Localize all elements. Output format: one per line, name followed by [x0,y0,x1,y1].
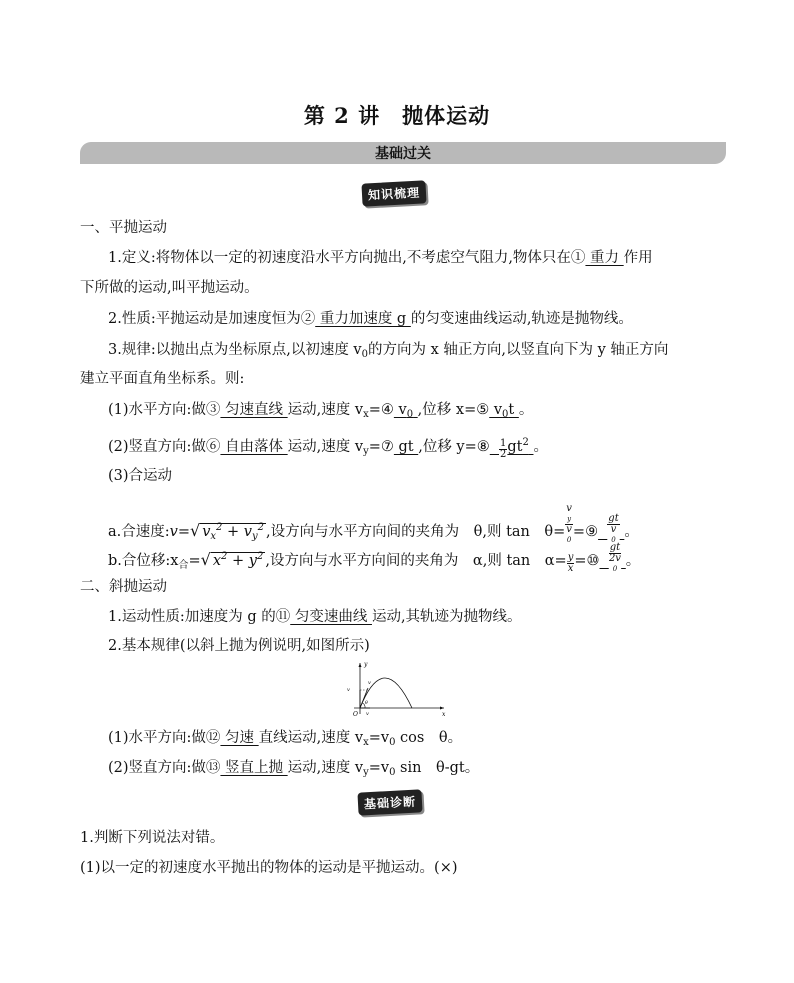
fill-answer [394,402,418,418]
text: =v [368,730,390,746]
para-property [108,309,633,329]
fill-answer [489,402,519,418]
fraction-den: x [567,563,574,574]
fill-answer [490,437,534,460]
text: 。 [625,553,641,569]
fraction-num: 1 [500,438,507,449]
subscript: 0 [389,767,396,778]
horizontal-motion [108,400,533,425]
y-axis-label: y [364,661,368,668]
sqrt-body: $x^2 + y^2$ [212,551,264,569]
text: 运动,速度 v [287,760,364,776]
subscript: x [363,737,369,748]
superscript: 2 [522,437,529,448]
sqrt-sign: √ [190,521,201,540]
fill-answer: 自由落体 [220,439,288,455]
text: v [489,402,503,418]
vx-label: v [366,711,369,717]
subscript: x [363,409,369,420]
para-definition-line1 [108,248,653,268]
diagnosis-intro: 1.判断下列说法对错。 [80,830,225,846]
text: a.合速度: [108,524,170,540]
badge-diagnosis [358,791,422,814]
text: =⑨ [572,524,599,540]
para-rule-line2: 建立平面直角坐标系。则: [80,371,245,387]
text: b.合位移:x [108,553,179,569]
text: gt [507,439,523,455]
text: (1)水平方向:做③ [108,402,221,418]
text: 作用 [623,250,653,266]
fraction-num: gt [608,513,619,524]
text: v [202,524,211,540]
sqrt-sign: √ [200,550,211,569]
heading-projectile: 一、平抛运动 [80,220,167,236]
fraction-den: v [610,524,617,535]
text: 的匀变速曲线运动,轨迹是抛物线。 [410,311,633,327]
text: =⑩ [574,553,600,569]
fill-answer [600,542,626,573]
text: 2.性质:平抛运动是加速度恒为② [108,311,316,327]
badge-knowledge [362,182,426,205]
subscript: 0 [361,349,369,360]
fraction-num: y [567,552,574,563]
v0-label: v [368,680,371,686]
subscript: 0 [406,409,414,420]
text: ,设方向与水平方向间的夹角为 θ,则 tan θ= [266,524,566,540]
x-axis-arrow [440,707,444,710]
fraction: gt v 0 [608,513,619,544]
vy-label: v [347,687,350,693]
text: 运动,速度 v [287,439,364,455]
fraction-den: v [566,524,572,535]
text: ,设方向与水平方向间的夹角为 α,则 tan α= [265,553,567,569]
fill-answer: 匀变速曲线 [290,609,372,625]
origin-label: O [353,711,358,718]
fill-answer: gt [393,439,419,455]
diagnosis-item-1: (1)以一定的初速度水平抛出的物体的运动是平抛运动。(×) [80,860,458,876]
fraction-den: 2 [500,449,507,460]
combined-motion: (3)合运动 [108,468,173,484]
oblique-projectile-figure [340,660,450,718]
fraction-num: gt [609,542,621,553]
subscript: 合 [178,560,189,571]
fill-answer: 匀速直线 [220,402,288,418]
text: =④ [368,402,394,418]
para-definition-line2: 下所做的运动,叫平抛运动。 [80,280,259,296]
text: 直线运动,速度 v [258,730,364,746]
text: =⑦ [368,439,394,455]
subscript: y [363,446,369,457]
heading-oblique: 二、斜抛运动 [80,579,167,595]
text: t [508,402,519,418]
fill-answer: 竖直上抛 [220,760,288,776]
fraction-num: v [566,503,572,514]
oblique-vertical [108,758,479,783]
fill-answer [598,513,624,544]
badge-diagnosis-label: 基础诊断 [357,789,422,815]
page-title: 第 2 讲 抛体运动 [303,103,491,128]
vertical-motion [108,433,548,462]
oblique-horizontal [108,728,462,753]
text: ,位移 y=⑧ [418,439,490,455]
badge-knowledge-label: 知识梳理 [361,180,426,206]
fill-answer: 重力 [585,250,624,266]
text: cos θ。 [395,730,463,746]
text: ,位移 x=⑤ [417,402,490,418]
text: 3.规律:以抛出点为坐标原点,以初速度 v [108,342,362,358]
oblique-rule: 2.基本规律(以斜上抛为例说明,如图所示) [108,638,370,654]
text: (1)水平方向:做⑫ [108,730,221,746]
text: =v [368,760,390,776]
text: (2)竖直方向:做⑬ [108,760,221,776]
text: 1.定义:将物体以一定的初速度沿水平方向抛出,不考虑空气阻力,物体只在① [108,250,586,266]
text: 。 [518,402,534,418]
text: 的方向为 x 轴正方向,以竖直向下为 y 轴正方向 [368,342,669,358]
text: = [188,553,201,569]
combined-velocity [108,504,639,547]
y-axis-arrow [359,663,362,667]
text: v [169,524,178,540]
fraction: v y v 0 [566,503,572,544]
fill-answer: 重力加速度 g [315,311,411,327]
text: (2)竖直方向:做⑥ [108,439,221,455]
para-rule-line1 [108,340,668,365]
text: 。 [533,439,548,455]
text: = [177,524,190,540]
fraction: gt 2v 0 [608,542,621,573]
text: 运动,其轨迹为抛物线。 [371,609,522,625]
fraction-den: 2v [608,553,621,564]
theta-label: θ [365,701,368,706]
subscript: 0 [502,409,509,420]
text: 1.运动性质:加速度为 g 的⑪ [108,609,291,625]
oblique-nature [108,607,522,627]
text: 。 [624,524,639,540]
fill-answer: 匀速 [220,730,259,746]
section-bar-label: 基础过关 [375,146,431,162]
combined-displacement [108,543,640,576]
subscript: 0 [389,737,396,748]
sqrt-body: $v_x^2 + v_y^2$ [202,522,265,542]
subscript: y [363,767,369,778]
x-axis-label: x [442,711,446,718]
text: 运动,速度 v [287,402,364,418]
text: v [393,402,407,418]
text: sin θ-gt。 [395,760,480,776]
